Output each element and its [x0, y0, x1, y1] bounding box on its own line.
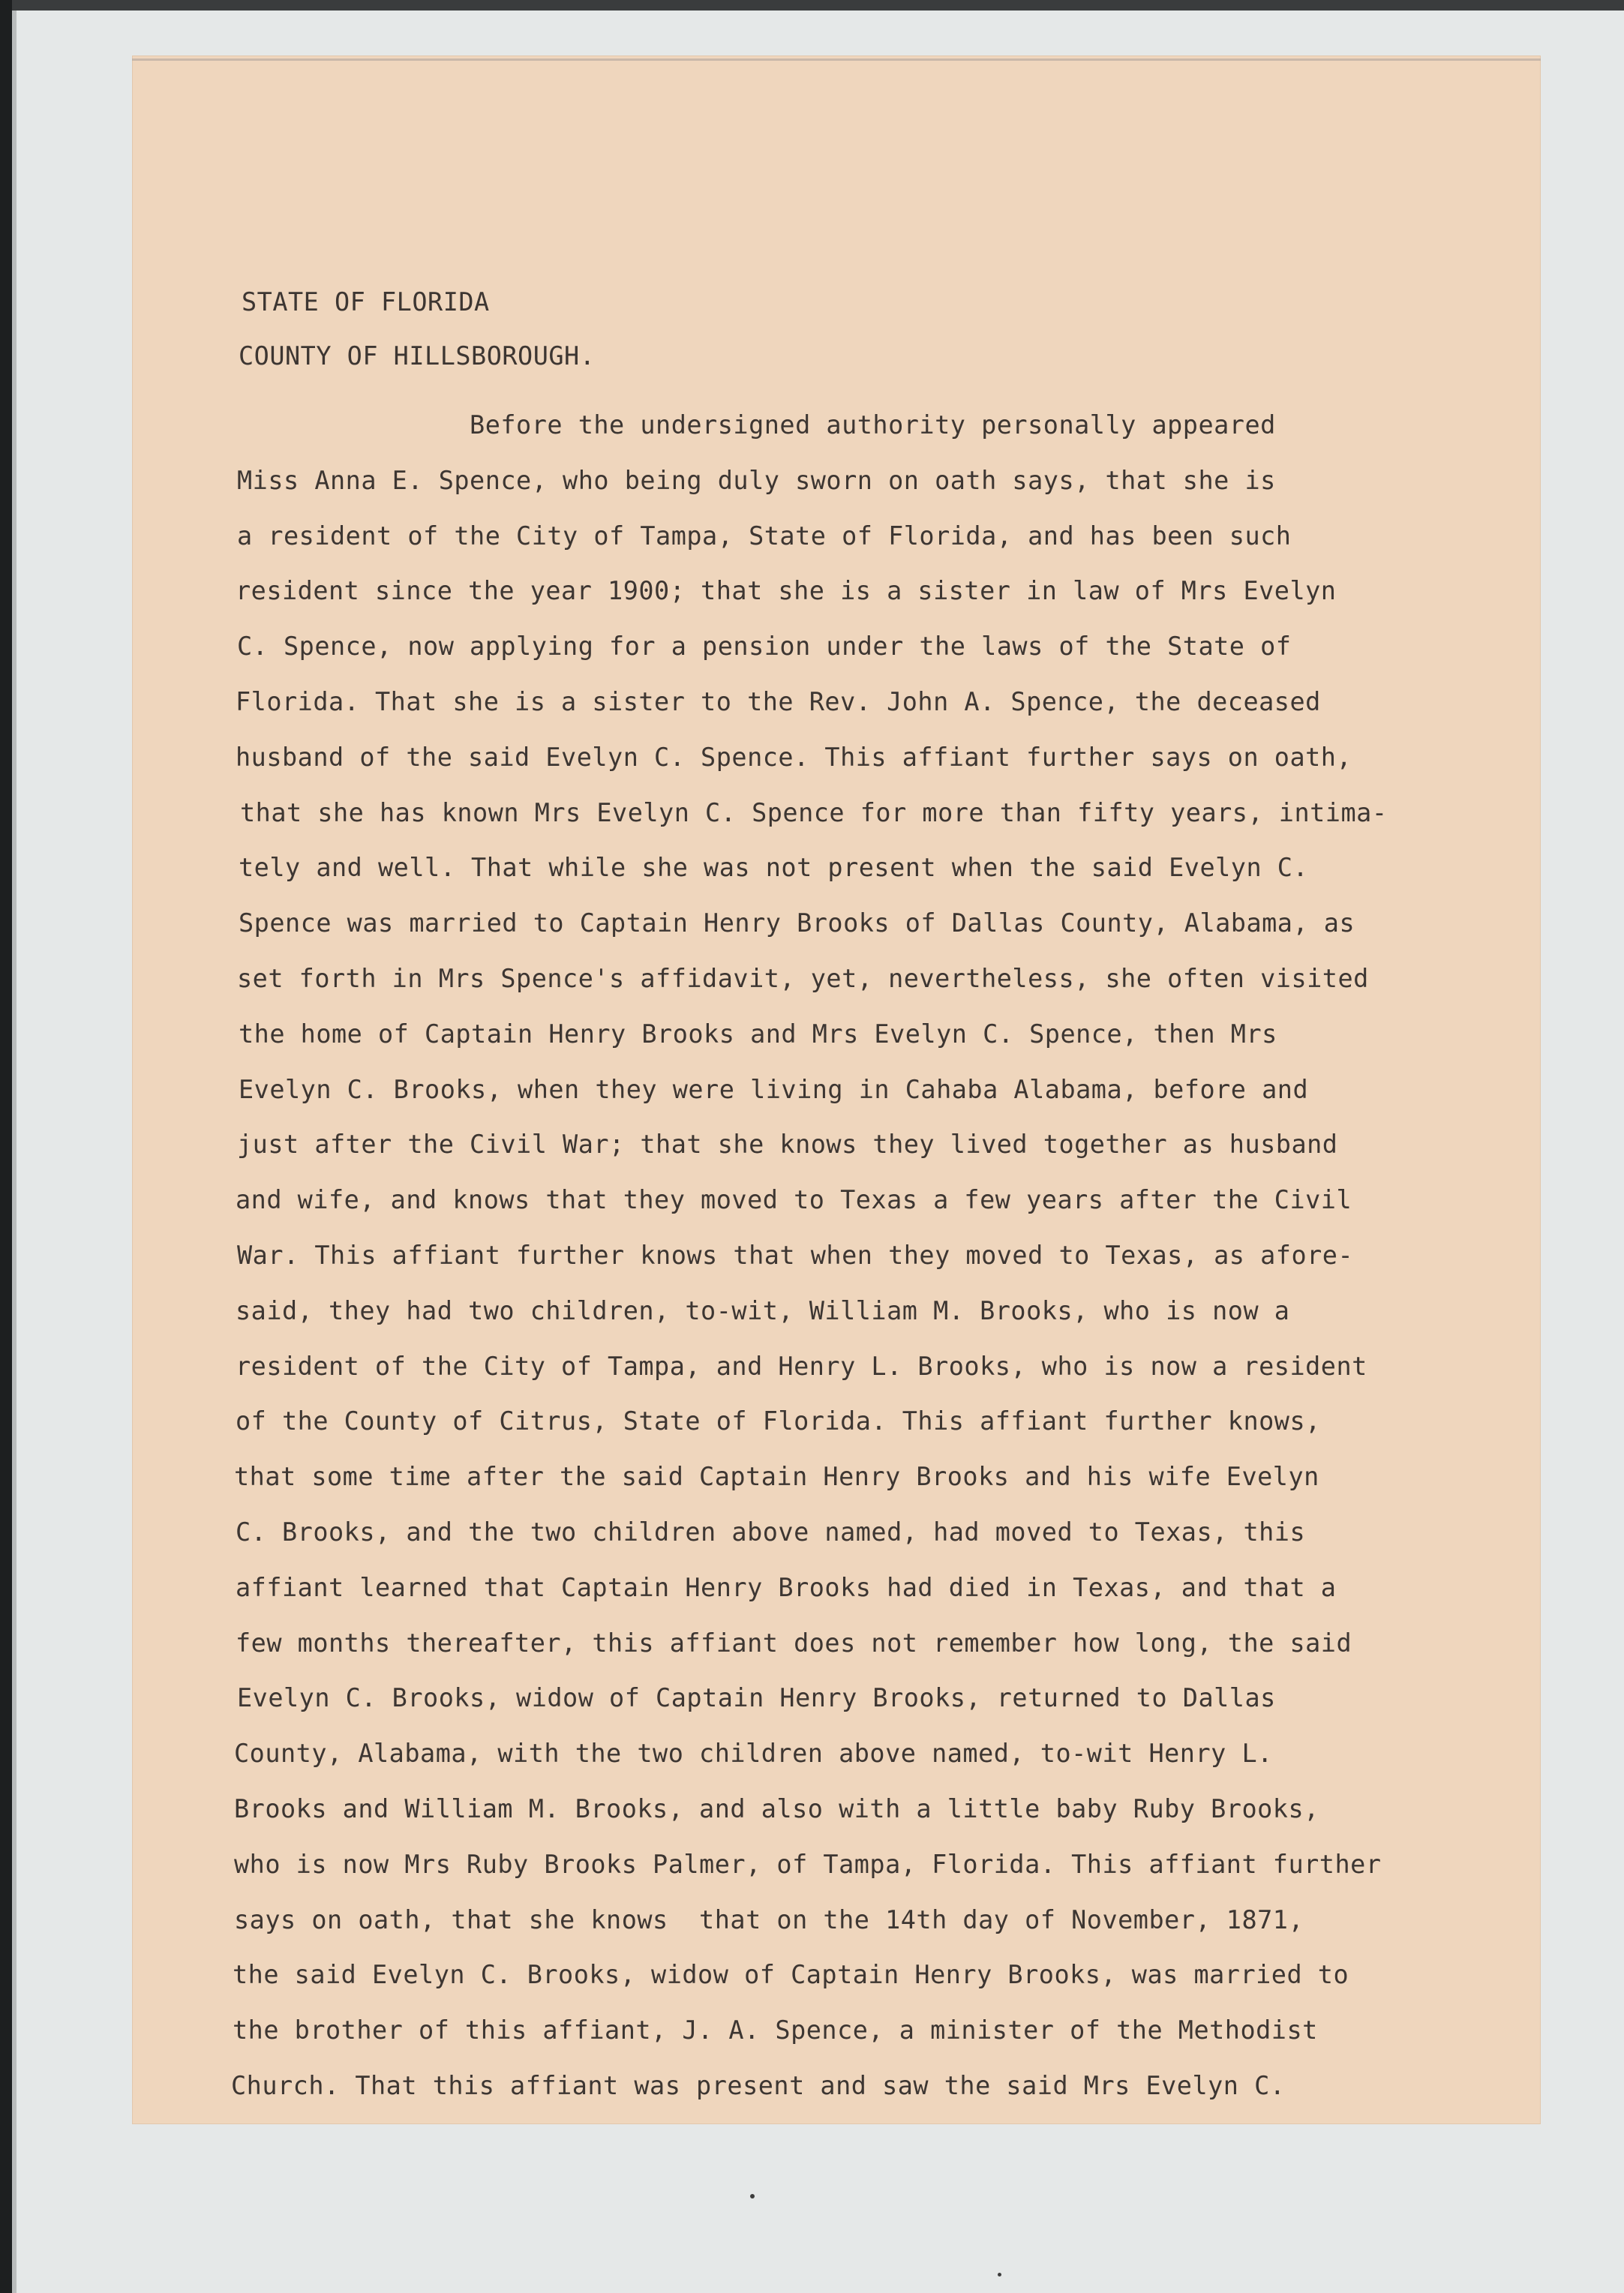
body-line: Before the undersigned authority personally appeared	[237, 410, 1276, 440]
body-line: Florida. That she is a sister to the Rev. John A. Spence, the deceased	[236, 687, 1321, 716]
scanner-frame-top	[0, 0, 1624, 11]
scanner-frame-edge	[12, 11, 17, 2293]
body-line: tely and well. That while she was not present when the said Evelyn C.	[239, 853, 1309, 883]
body-line: Church. That this affiant was present and saw the said Mrs Evelyn C.	[231, 2071, 1286, 2100]
body-line: resident of the City of Tampa, and Henry L. Brooks, who is now a resident	[236, 1351, 1367, 1381]
body-line: Spence was married to Captain Henry Brooks of Dallas County, Alabama, as	[239, 908, 1355, 938]
dust-speck	[998, 2273, 1001, 2276]
body-line: said, they had two children, to-wit, William M. Brooks, who is now a	[236, 1295, 1290, 1325]
body-line: C. Spence, now applying for a pension under the laws of the State of	[237, 632, 1292, 662]
affidavit-text	[231, 221, 1499, 2100]
body-line: War. This affiant further knows that when they moved to Texas, as afore-	[237, 1241, 1354, 1270]
body-line: few months thereafter, this affiant does not remember how long, the said	[236, 1628, 1352, 1658]
body-line: the brother of this affiant, J. A. Spence, a minister of the Methodist	[233, 2015, 1318, 2045]
heading-county: COUNTY OF HILLSBOROUGH.	[239, 341, 596, 371]
body-line: County, Alabama, with the two children above named, to-wit Henry L.	[234, 1739, 1273, 1769]
body-line: the home of Captain Henry Brooks and Mrs Evelyn C. Spence, then Mrs	[239, 1019, 1277, 1049]
body-line: set forth in Mrs Spence's affidavit, yet, nevertheless, she often visited	[237, 964, 1369, 993]
body-line: says on oath, that she knows that on the 14th day of November, 1871,	[234, 1904, 1304, 1934]
body-line: C. Brooks, and the two children above named, had moved to Texas, this	[236, 1517, 1306, 1547]
scanner-frame-left	[0, 0, 12, 2293]
body-line: affiant learned that Captain Henry Brooks had died in Texas, and that a	[236, 1572, 1337, 1602]
body-line: just after the Civil War; that she knows they lived together as husband	[237, 1130, 1338, 1160]
body-line: the said Evelyn C. Brooks, widow of Captain Henry Brooks, was married to	[233, 1960, 1349, 1990]
body-line: husband of the said Evelyn C. Spence. This affiant further says on oath,	[236, 742, 1352, 772]
body-line: Evelyn C. Brooks, when they were living in Cahaba Alabama, before and	[239, 1074, 1309, 1104]
body-line: Brooks and William M. Brooks, and also with a little baby Ruby Brooks,	[234, 1794, 1319, 1823]
body-line: a resident of the City of Tampa, State of Florida, and has been such	[237, 521, 1292, 551]
body-line: who is now Mrs Ruby Brooks Palmer, of Tampa, Florida. This affiant further	[234, 1849, 1382, 1879]
body-line: and wife, and knows that they moved to Texas a few years after the Civil	[236, 1185, 1352, 1215]
body-line: Evelyn C. Brooks, widow of Captain Henry Brooks, returned to Dallas	[237, 1683, 1276, 1713]
body-line: resident since the year 1900; that she is a sister in law of Mrs Evelyn	[236, 576, 1337, 606]
body-line: that she has known Mrs Evelyn C. Spence for more than fifty years, intima-	[240, 797, 1388, 827]
dust-speck	[750, 2194, 755, 2198]
body-line: of the County of Citrus, State of Florida. This affiant further knows,	[236, 1406, 1321, 1436]
body-line: that some time after the said Captain Henry Brooks and his wife Evelyn	[234, 1462, 1319, 1492]
paper-top-edge	[132, 59, 1541, 61]
heading-state: STATE OF FLORIDA	[242, 287, 490, 317]
affidavit-paper	[132, 56, 1541, 2124]
body-line: Miss Anna E. Spence, who being duly sworn on oath says, that she is	[237, 465, 1276, 495]
